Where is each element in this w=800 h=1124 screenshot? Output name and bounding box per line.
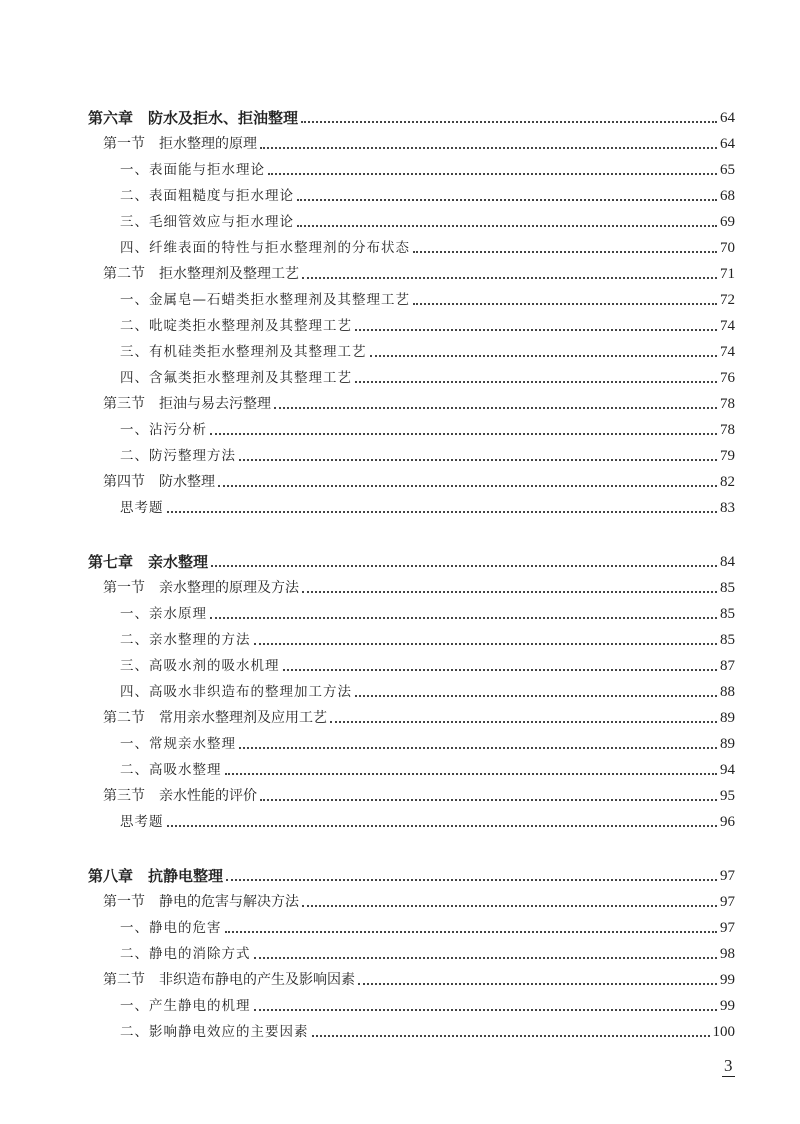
entry-page-number: 97 bbox=[720, 894, 735, 910]
toc-subsection-entry[interactable] bbox=[88, 601, 735, 627]
entry-page-number: 83 bbox=[720, 500, 735, 516]
dot-leader bbox=[330, 721, 717, 723]
entry-title: 第三节 亲水性能的评价 bbox=[103, 788, 257, 804]
entry-title: 二、影响静电效应的主要因素 bbox=[120, 1024, 309, 1040]
entry-page-number: 71 bbox=[720, 266, 735, 282]
chapter-block bbox=[88, 549, 735, 835]
entry-page-number: 79 bbox=[720, 448, 735, 464]
dot-leader bbox=[355, 329, 717, 331]
toc-section-entry[interactable] bbox=[88, 705, 735, 731]
entry-title: 三、毛细管效应与拒水理论 bbox=[120, 214, 294, 230]
entry-title: 第七章 亲水整理 bbox=[88, 553, 209, 571]
dot-leader bbox=[355, 695, 717, 697]
dot-leader bbox=[283, 669, 718, 671]
toc-subsection-entry[interactable] bbox=[88, 339, 735, 365]
toc-subsection-entry[interactable] bbox=[88, 757, 735, 783]
toc-subsection-entry[interactable] bbox=[88, 417, 735, 443]
dot-leader bbox=[225, 931, 718, 933]
dot-leader bbox=[358, 983, 717, 985]
toc-subsection-entry[interactable] bbox=[88, 653, 735, 679]
chapter-block bbox=[88, 863, 735, 1045]
toc-subsection-entry[interactable] bbox=[88, 627, 735, 653]
entry-title: 第二节 非织造布静电的产生及影响因素 bbox=[103, 972, 355, 988]
toc-subsection-entry[interactable] bbox=[88, 287, 735, 313]
dot-leader bbox=[218, 485, 717, 487]
entry-page-number: 94 bbox=[720, 762, 735, 778]
toc-subsection-entry[interactable] bbox=[88, 1019, 735, 1045]
dot-leader bbox=[274, 407, 717, 409]
entry-title: 二、吡啶类拒水整理剂及其整理工艺 bbox=[120, 318, 352, 334]
entry-title: 二、高吸水整理 bbox=[120, 762, 222, 778]
entry-page-number: 89 bbox=[720, 736, 735, 752]
dot-leader bbox=[167, 825, 718, 827]
toc-section-entry[interactable] bbox=[88, 575, 735, 601]
entry-page-number: 68 bbox=[720, 188, 735, 204]
entry-title: 三、有机硅类拒水整理剂及其整理工艺 bbox=[120, 344, 367, 360]
entry-title: 一、金属皂—石蜡类拒水整理剂及其整理工艺 bbox=[120, 292, 410, 308]
entry-title: 三、高吸水剂的吸水机理 bbox=[120, 658, 280, 674]
entry-page-number: 64 bbox=[720, 110, 735, 126]
entry-page-number: 74 bbox=[720, 318, 735, 334]
toc-chapter-entry[interactable] bbox=[88, 549, 735, 575]
entry-title: 一、产生静电的机理 bbox=[120, 998, 251, 1014]
entry-title: 思考题 bbox=[120, 500, 164, 516]
entry-page-number: 98 bbox=[720, 946, 735, 962]
entry-page-number: 74 bbox=[720, 344, 735, 360]
dot-leader bbox=[211, 565, 717, 567]
entry-page-number: 82 bbox=[720, 474, 735, 490]
entry-title: 第六章 防水及拒水、拒油整理 bbox=[88, 109, 299, 127]
dot-leader bbox=[260, 147, 717, 149]
toc-section-entry[interactable] bbox=[88, 783, 735, 809]
entry-title: 一、静电的危害 bbox=[120, 920, 222, 936]
dot-leader bbox=[210, 433, 717, 435]
dot-leader bbox=[254, 957, 718, 959]
entry-title: 一、沾污分析 bbox=[120, 422, 207, 438]
dot-leader bbox=[413, 251, 717, 253]
table-of-contents bbox=[88, 105, 735, 1073]
toc-subsection-entry[interactable] bbox=[88, 365, 735, 391]
entry-title: 二、静电的消除方式 bbox=[120, 946, 251, 962]
dot-leader bbox=[268, 173, 717, 175]
dot-leader bbox=[413, 303, 717, 305]
entry-title: 第四节 防水整理 bbox=[103, 474, 215, 490]
entry-page-number: 69 bbox=[720, 214, 735, 230]
entry-page-number: 76 bbox=[720, 370, 735, 386]
entry-page-number: 87 bbox=[720, 658, 735, 674]
entry-title: 二、表面粗糙度与拒水理论 bbox=[120, 188, 294, 204]
entry-title: 第三节 拒油与易去污整理 bbox=[103, 396, 271, 412]
toc-subsection-entry[interactable] bbox=[88, 731, 735, 757]
entry-page-number: 95 bbox=[720, 788, 735, 804]
entry-page-number: 78 bbox=[720, 396, 735, 412]
dot-leader bbox=[301, 121, 717, 123]
entry-page-number: 88 bbox=[720, 684, 735, 700]
toc-subsection-entry[interactable] bbox=[88, 809, 735, 835]
entry-page-number: 72 bbox=[720, 292, 735, 308]
entry-title: 第二节 常用亲水整理剂及应用工艺 bbox=[103, 710, 327, 726]
toc-subsection-entry[interactable] bbox=[88, 157, 735, 183]
dot-leader bbox=[312, 1035, 710, 1037]
dot-leader bbox=[239, 459, 717, 461]
toc-subsection-entry[interactable] bbox=[88, 313, 735, 339]
toc-chapter-entry[interactable] bbox=[88, 863, 735, 889]
entry-page-number: 65 bbox=[720, 162, 735, 178]
toc-subsection-entry[interactable] bbox=[88, 941, 735, 967]
entry-page-number: 64 bbox=[720, 136, 735, 152]
toc-section-entry[interactable] bbox=[88, 889, 735, 915]
entry-page-number: 89 bbox=[720, 710, 735, 726]
entry-title: 一、亲水原理 bbox=[120, 606, 207, 622]
entry-title: 一、常规亲水整理 bbox=[120, 736, 236, 752]
entry-title: 四、高吸水非织造布的整理加工方法 bbox=[120, 684, 352, 700]
dot-leader bbox=[225, 773, 718, 775]
dot-leader bbox=[302, 277, 717, 279]
entry-title: 二、防污整理方法 bbox=[120, 448, 236, 464]
entry-title: 二、亲水整理的方法 bbox=[120, 632, 251, 648]
entry-title: 思考题 bbox=[120, 814, 164, 830]
toc-subsection-entry[interactable] bbox=[88, 183, 735, 209]
page-number: 3 bbox=[724, 1056, 733, 1075]
toc-chapter-entry[interactable] bbox=[88, 105, 735, 131]
dot-leader bbox=[260, 799, 717, 801]
toc-subsection-entry[interactable] bbox=[88, 993, 735, 1019]
toc-section-entry[interactable] bbox=[88, 131, 735, 157]
entry-title: 第一节 亲水整理的原理及方法 bbox=[103, 580, 299, 596]
dot-leader bbox=[297, 199, 717, 201]
entry-page-number: 97 bbox=[720, 920, 735, 936]
chapter-block bbox=[88, 105, 735, 521]
toc-section-entry[interactable] bbox=[88, 391, 735, 417]
toc-subsection-entry[interactable] bbox=[88, 915, 735, 941]
dot-leader bbox=[239, 747, 717, 749]
toc-subsection-entry[interactable] bbox=[88, 679, 735, 705]
toc-section-entry[interactable] bbox=[88, 469, 735, 495]
entry-page-number: 85 bbox=[720, 606, 735, 622]
toc-subsection-entry[interactable] bbox=[88, 209, 735, 235]
entry-page-number: 100 bbox=[712, 1024, 735, 1040]
entry-title: 第八章 抗静电整理 bbox=[88, 867, 224, 885]
toc-subsection-entry[interactable] bbox=[88, 495, 735, 521]
entry-page-number: 85 bbox=[720, 632, 735, 648]
dot-leader bbox=[254, 643, 718, 645]
dot-leader bbox=[167, 511, 718, 513]
dot-leader bbox=[302, 591, 717, 593]
entry-page-number: 99 bbox=[720, 972, 735, 988]
dot-leader bbox=[302, 905, 717, 907]
entry-page-number: 99 bbox=[720, 998, 735, 1014]
dot-leader bbox=[370, 355, 718, 357]
entry-page-number: 85 bbox=[720, 580, 735, 596]
entry-title: 四、含氟类拒水整理剂及其整理工艺 bbox=[120, 370, 352, 386]
toc-section-entry[interactable] bbox=[88, 261, 735, 287]
entry-page-number: 96 bbox=[720, 814, 735, 830]
entry-title: 四、纤维表面的特性与拒水整理剂的分布状态 bbox=[120, 240, 410, 256]
toc-section-entry[interactable] bbox=[88, 967, 735, 993]
entry-title: 第一节 静电的危害与解决方法 bbox=[103, 894, 299, 910]
entry-page-number: 97 bbox=[720, 868, 735, 884]
entry-title: 一、表面能与拒水理论 bbox=[120, 162, 265, 178]
entry-page-number: 84 bbox=[720, 554, 735, 570]
dot-leader bbox=[210, 617, 717, 619]
dot-leader bbox=[226, 879, 717, 881]
dot-leader bbox=[254, 1009, 718, 1011]
dot-leader bbox=[355, 381, 717, 383]
entry-title: 第一节 拒水整理的原理 bbox=[103, 136, 257, 152]
dot-leader bbox=[297, 225, 717, 227]
entry-page-number: 78 bbox=[720, 422, 735, 438]
toc-subsection-entry[interactable] bbox=[88, 235, 735, 261]
entry-title: 第二节 拒水整理剂及整理工艺 bbox=[103, 266, 299, 282]
toc-subsection-entry[interactable] bbox=[88, 443, 735, 469]
entry-page-number: 70 bbox=[720, 240, 735, 256]
